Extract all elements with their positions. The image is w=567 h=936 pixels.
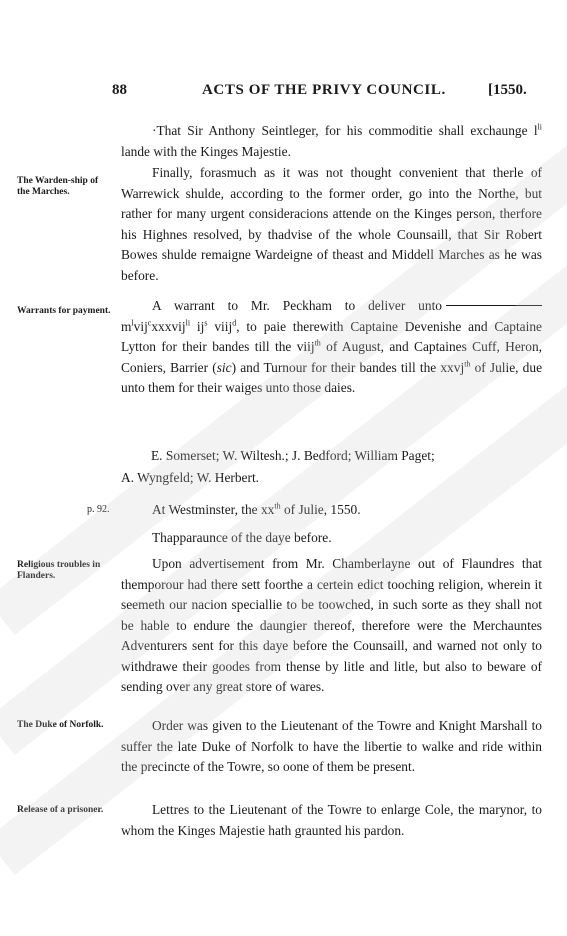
warrants-paragraph: A warrant to Mr. Peckham to deliver unto $m^lvij^cxxxvij^{li}$ $ij^s$ viij$^d$, to paie therewith Captaine Devenishe and Captaine Lytton for their bandes till the viij$^{th}$ of August, and Captaines Cuff, Heron, Coniers, Barrier (sic) and Turnour for their bandes till the xxvj$^{th}$ of Julie, due unto them for their waiges unto those daies. (121, 298, 543, 395)
opening-paragraph: ·That Sir Anthony Seintleger, for his commoditie shall exchaunge $l^{li}$ lande with the Kinges Majestie. (121, 122, 542, 159)
running-header (0, 82, 567, 104)
margin-note-warrants: Warrants for payment. (17, 306, 111, 316)
signatories-line-2: A. Wyngfeld; W. Herbert. (121, 470, 260, 485)
blank-line (446, 305, 542, 306)
margin-note-release: Release of a prisoner. (17, 805, 104, 815)
appearance-line: Thapparaunce of the daye before. (152, 530, 332, 545)
signatories-line-1: E. Somerset; W. Wiltesh.; J. Bedford; William Paget; (151, 448, 435, 463)
religious-paragraph: Upon advertisement from Mr. Chamberlayne out of Flaundres that themporour had there sett foorthe a certein edict tooching religion, wherein it seemeth our nacion speciallie to be toowched, in such sorte as they shall not be hable to endure the daungier thereof, therefore were the Merchauntes Adventurers sent for this daye before the Counsaill, and warned not only to withdrawe their goodes from thense by litle and litle, but also to beware of sending over any great store of wares. (121, 556, 542, 694)
margin-note-wardenship: The Warden-ship of the Marches. (17, 176, 99, 197)
margin-note-norfolk: The Duke of Norfolk. (17, 720, 104, 730)
wardenship-paragraph: Finally, forasmuch as it was not thought convenient that therle of Warrewick shulde, according to the former order, go into the Northe, but rather for many urgent consideracions attende on the Kinges person, therfore his Highnes resolved, by thadvise of the whole Counsaill, that Sir Robert Bowes shulde remaigne Wardeigne of theast and Middell Marches as he was before. (121, 165, 542, 283)
page-number: 88 (112, 82, 127, 98)
norfolk-paragraph: Order was given to the Lieutenant of the Towre and Knight Marshall to suffer the late Duke of Norfolk to have the libertie to walke and ride within the precincte of the Towre, so oone of them be present. (121, 718, 542, 774)
release-paragraph: Lettres to the Lieutenant of the Towre to enlarge Cole, the marynor, to whom the Kinges Majestie hath graunted his pardon. (121, 802, 542, 838)
meeting-heading: At Westminster, the $xx^{th}$ of Julie, 1550. (152, 501, 361, 517)
header-year: [1550. (488, 82, 527, 98)
page-title: ACTS OF THE PRIVY COUNCIL. (202, 82, 446, 98)
page-reference: p. 92. (87, 504, 110, 515)
margin-note-religious: Religious troubles in Flanders. (17, 560, 101, 581)
